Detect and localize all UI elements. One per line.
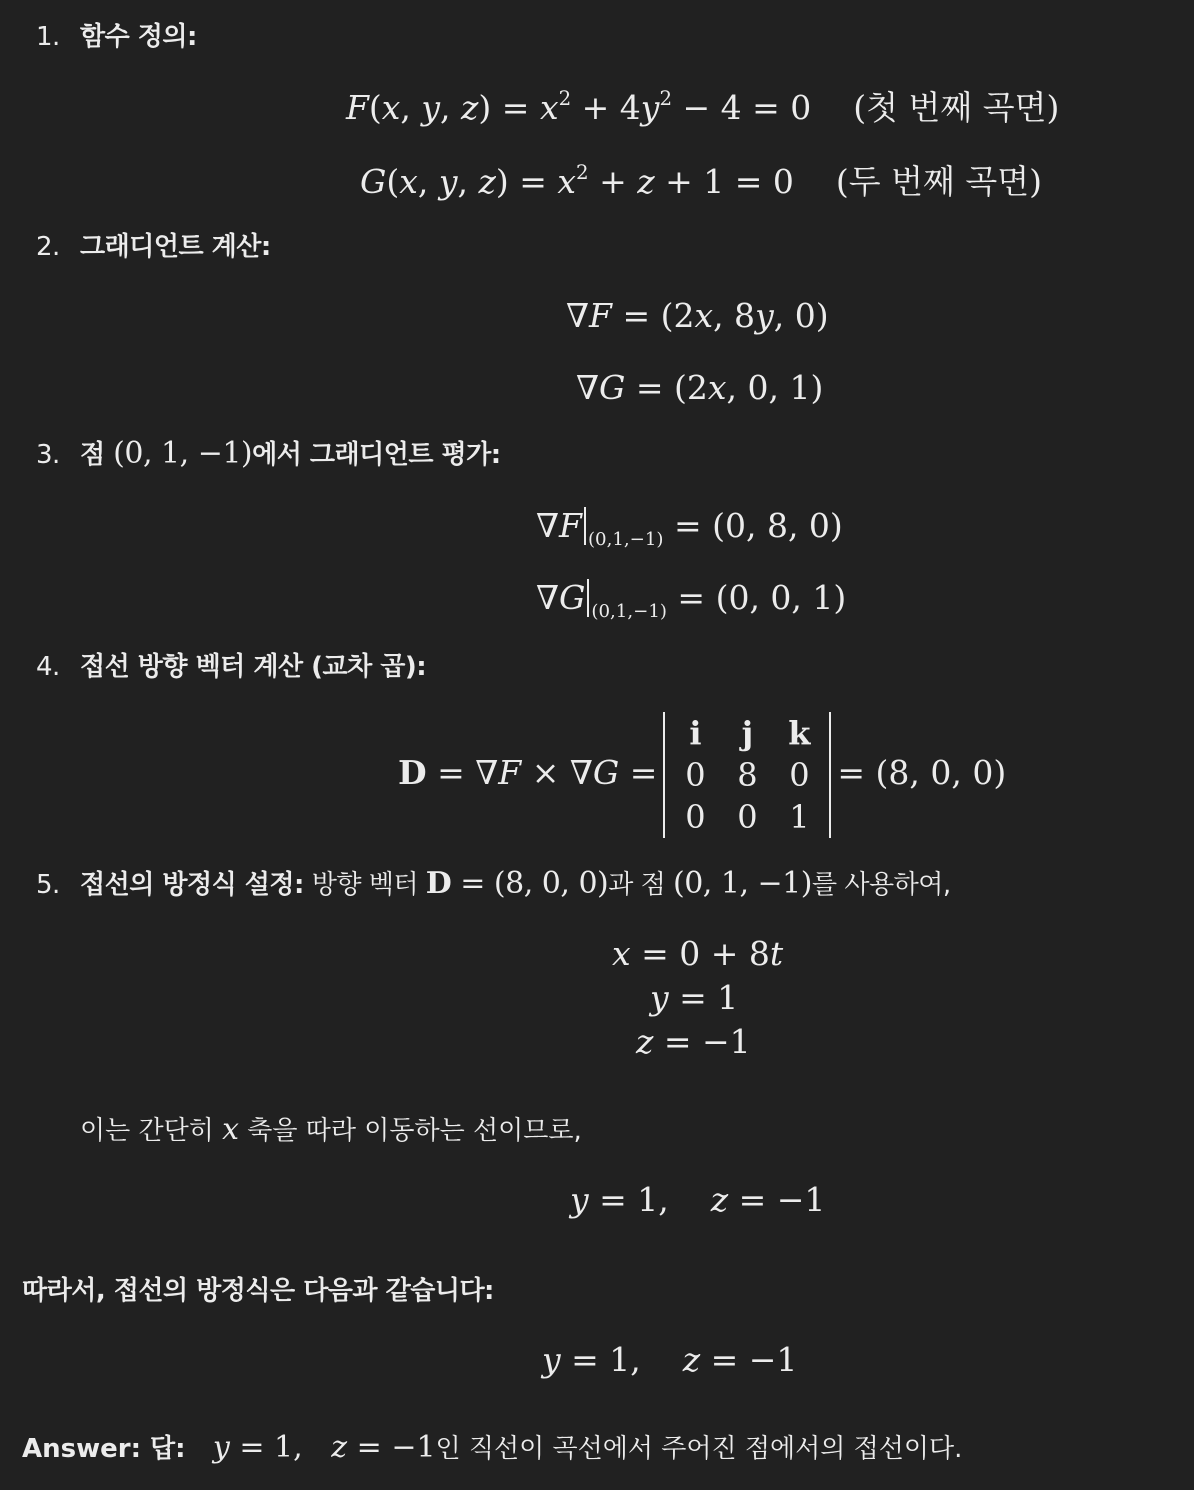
step-2-heading xyxy=(36,226,271,263)
param-z: z = −1 xyxy=(636,1022,751,1061)
step-title: 접선 방향 벡터 계산 (교차 곱): xyxy=(80,652,427,682)
vector-D: D xyxy=(425,866,452,901)
step-5-heading xyxy=(36,864,951,901)
equation-F: F(x, y, $z) = x^2 + 4y^2 - 4 = 0$ (첫 번째 곡면) xyxy=(346,87,1060,127)
determinant-matrix xyxy=(663,712,831,838)
step-number: 3. xyxy=(36,440,60,470)
step-number: 4. xyxy=(36,652,60,682)
surface-label-second: (두 번째 곡면) xyxy=(835,162,1042,201)
param-x: x = 0 + 8t xyxy=(612,934,784,973)
matrix-cell: 8 xyxy=(737,756,758,794)
gradient-F-at-point: ∇F $_{(0,1,-1)}$ = (0, 8, 0) xyxy=(536,506,843,551)
gradient-G-at-point: ∇G $_{(0,1,-1)}$ = (0, 0, 1) xyxy=(536,578,847,623)
step-title-post: 에서 그래디언트 평가: xyxy=(252,440,501,470)
gradient-F: ∇F = (2x, 8y, 0) xyxy=(566,296,829,335)
final-equation: y = 1, z = −1 xyxy=(542,1340,798,1379)
answer-tail: 인 직선이 곡선에서 주어진 점에서의 접선이다. xyxy=(435,1434,963,1464)
matrix-cell: j xyxy=(741,714,754,752)
matrix-cell: 0 xyxy=(789,756,810,794)
step-text-post: 를 사용하여, xyxy=(811,870,951,900)
param-y: y = 1 xyxy=(650,978,739,1017)
step-4-heading xyxy=(36,646,426,683)
answer-line xyxy=(22,1428,962,1465)
step-3-heading xyxy=(36,434,501,471)
parametric-equations xyxy=(560,932,820,1064)
step-text-pre: 방향 벡터 xyxy=(303,870,426,900)
line-equation: y = 1, z = −1 xyxy=(570,1180,826,1219)
gradient-G: ∇G = (2x, 0, 1) xyxy=(576,368,824,407)
point-math: (0, 1, −1) xyxy=(113,436,253,471)
answer-math: y = 1, z = −1 xyxy=(212,1430,436,1465)
equation-G: G(x, y, $z) = x^2 + z + 1 = 0$ (두 번째 곡면) xyxy=(360,161,1042,201)
step-1-heading xyxy=(36,16,197,53)
step-title: 그래디언트 계산: xyxy=(80,232,271,262)
matrix-cell: 0 xyxy=(737,798,758,836)
step-number: 1. xyxy=(36,22,60,52)
conclusion-text: 따라서, 접선의 방정식은 다음과 같습니다: xyxy=(22,1276,494,1306)
step-title-pre: 점 xyxy=(80,440,114,470)
step-number: 2. xyxy=(36,232,60,262)
cross-product-equation: D = ∇F × ∇G = i j k 0 8 0 0 0 1 = (8, 0, 0) xyxy=(398,714,1007,836)
matrix-cell: 0 xyxy=(685,756,706,794)
matrix-cell: 1 xyxy=(789,798,810,836)
vector-D-value: = (8, 0, 0) xyxy=(451,866,609,901)
cross-product-result: = (8, 0, 0) xyxy=(837,753,1007,792)
point-math: (0, 1, −1) xyxy=(673,866,812,901)
note-text: 이는 간단히 x 축을 따라 이동하는 선이므로, xyxy=(80,1112,582,1147)
matrix-cell: k xyxy=(788,714,811,752)
surface-label-first: (첫 번째 곡면) xyxy=(853,88,1060,127)
matrix-cell: i xyxy=(689,714,702,752)
step-title: 접선의 방정식 설정: xyxy=(80,870,304,900)
step-title: 함수 정의: xyxy=(80,22,197,52)
step-number: 5. xyxy=(36,870,60,900)
step-text-mid: 과 점 xyxy=(608,870,674,900)
matrix-cell: 0 xyxy=(685,798,706,836)
answer-label: Answer: 답: xyxy=(22,1434,186,1464)
